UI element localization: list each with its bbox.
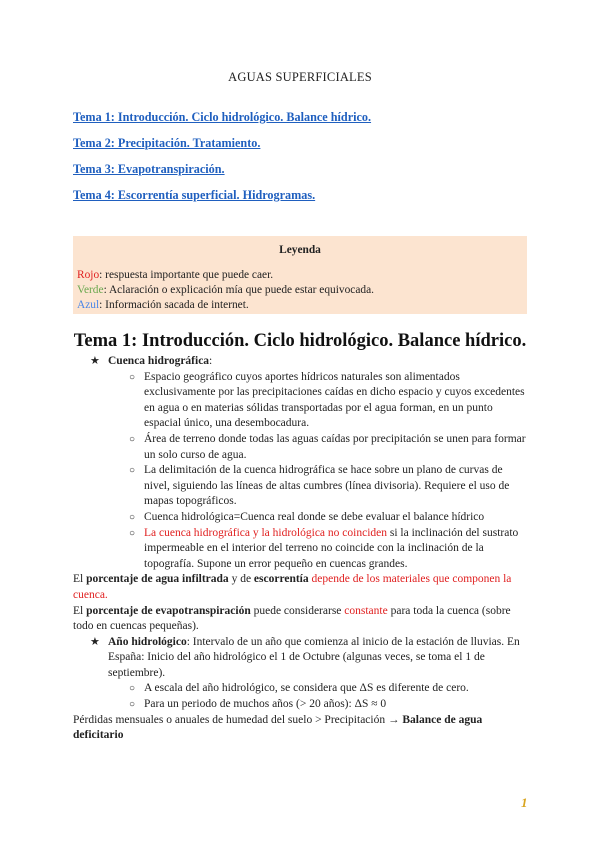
term-cuenca: Cuenca hidrográfica — [108, 355, 210, 367]
table-of-contents — [73, 110, 371, 214]
list-item-text: Área de terreno donde todas las aguas caídas por precipitación se unen para formar un solo curso de agua. — [144, 432, 526, 461]
term-colon: : — [209, 355, 213, 367]
legend-title: Leyenda — [279, 244, 321, 256]
toc-link-tema-4[interactable]: Tema 4: Escorrentía superficial. Hidrogramas. — [73, 188, 316, 202]
list-item-text: Cuenca hidrológica=Cuenca real donde se debe evaluar el balance hídrico — [144, 510, 485, 523]
text: Pérdidas mensuales o anuales de humedad del suelo > Precipitación — [73, 713, 388, 726]
bold-term: porcentaje de evapotranspiración — [86, 604, 251, 617]
circle-bullet-icon: ○ — [129, 699, 136, 711]
arrow-right-icon: → — [387, 713, 400, 726]
legend-box — [73, 236, 527, 314]
list-item-text: Espacio geográfico cuyos aportes hídricos naturales son alimentados exclusivamente por las precipitaciones caídas en dicho espacio y cuyos excedentes en agua o en materias sólidas transportadas por el agua forman, en un punto espacial único, una desembocadura. — [144, 370, 525, 430]
legend-key-blue: Azul — [77, 299, 100, 311]
bold-term: porcentaje de agua infiltrada — [86, 573, 229, 586]
anio-sublist — [73, 681, 533, 712]
page-number: 1 — [521, 795, 528, 810]
star-bullet-icon: ★ — [90, 635, 100, 648]
legend-key-green: Verde — [77, 284, 104, 296]
paragraph-infiltracion — [73, 572, 533, 603]
text: El — [73, 573, 87, 586]
legend-row-red: Rojo: respuesta importante que puede caer. — [77, 269, 274, 281]
bold-term: Balance de agua deficitario — [73, 713, 483, 742]
list-item — [73, 510, 533, 526]
toc-link-tema-3[interactable]: Tema 3: Evapotranspiración. — [73, 162, 225, 176]
text: para toda la cuenca (sobre todo en cuencas pequeñas). — [73, 604, 511, 633]
circle-bullet-icon: ○ — [129, 683, 136, 695]
paragraph-evapotranspiracion — [73, 604, 533, 635]
red-text: depende de los materiales que componen la cuenca. — [73, 573, 512, 601]
legend-key-red: Rojo — [77, 269, 100, 281]
document-title: AGUAS SUPERFICIALES — [228, 70, 372, 84]
list-item-text: si la inclinación del sustrato impermeable en el interior del terreno no coincide con la inclinación de la topografía. Supone un error pequeño en cuencas grandes. — [144, 526, 519, 570]
section-content — [73, 354, 533, 744]
section-heading: Tema 1: Introducción. Ciclo hidrológico. Balance hídrico. — [73, 331, 527, 351]
legend-row-green: Verde: Aclaración o explicación mía que puede estar equivocada. — [77, 284, 374, 296]
circle-bullet-icon: ○ — [129, 371, 136, 383]
legend-text-green: Aclaración o explicación mía que puede estar equivocada. — [108, 284, 374, 296]
circle-bullet-icon: ○ — [129, 433, 136, 445]
term-definition: : Intervalo de un año que comienza al inicio de la estación de lluvias. En España: Inicio del año hidrológico el 1 de Octubre (algunas veces, se toma el 1 de septiembre). — [108, 635, 520, 679]
legend-text-blue: Información sacada de internet. — [105, 299, 249, 311]
list-item-text: La delimitación de la cuenca hidrográfica se hace sobre un plano de curvas de nivel, siguiendo las líneas de altas cumbres (línea divisoria). Requiere el uso de mapas topográficos. — [144, 464, 510, 508]
bullet-anio-hidrologico — [73, 635, 533, 682]
list-item-red-text: La cuenca hidrográfica y la hidrológica no coinciden — [144, 526, 387, 539]
cuenca-sublist — [73, 370, 533, 573]
text: puede considerarse — [250, 604, 345, 617]
list-item — [73, 463, 533, 510]
bullet-cuenca — [73, 354, 533, 370]
bold-term: escorrentía — [253, 573, 309, 586]
star-bullet-icon: ★ — [90, 355, 100, 367]
list-item — [73, 526, 533, 573]
paragraph-balance — [73, 713, 533, 744]
list-item — [73, 432, 533, 463]
legend-row-blue: Azul: Información sacada de internet. — [77, 299, 249, 311]
circle-bullet-icon: ○ — [129, 511, 136, 523]
list-item — [73, 370, 533, 432]
list-item — [73, 681, 533, 697]
legend-text-red: respuesta importante que puede caer. — [105, 269, 274, 281]
list-item-text: A escala del año hidrológico, se considera que ΔS es diferente de cero. — [144, 682, 469, 695]
red-text: constante — [344, 604, 388, 617]
toc-link-tema-2[interactable]: Tema 2: Precipitación. Tratamiento. — [73, 136, 261, 150]
list-item — [73, 697, 533, 713]
list-item-text: Para un periodo de muchos años (> 20 años): ΔS ≈ 0 — [144, 698, 387, 711]
toc-link-tema-1[interactable]: Tema 1: Introducción. Ciclo hidrológico. Balance hídrico. — [73, 110, 372, 124]
text: y de — [228, 573, 254, 586]
circle-bullet-icon: ○ — [129, 465, 136, 477]
text: El — [73, 604, 87, 617]
term-anio-hidrologico: Año hidrológico — [108, 635, 187, 648]
circle-bullet-icon: ○ — [129, 527, 136, 539]
